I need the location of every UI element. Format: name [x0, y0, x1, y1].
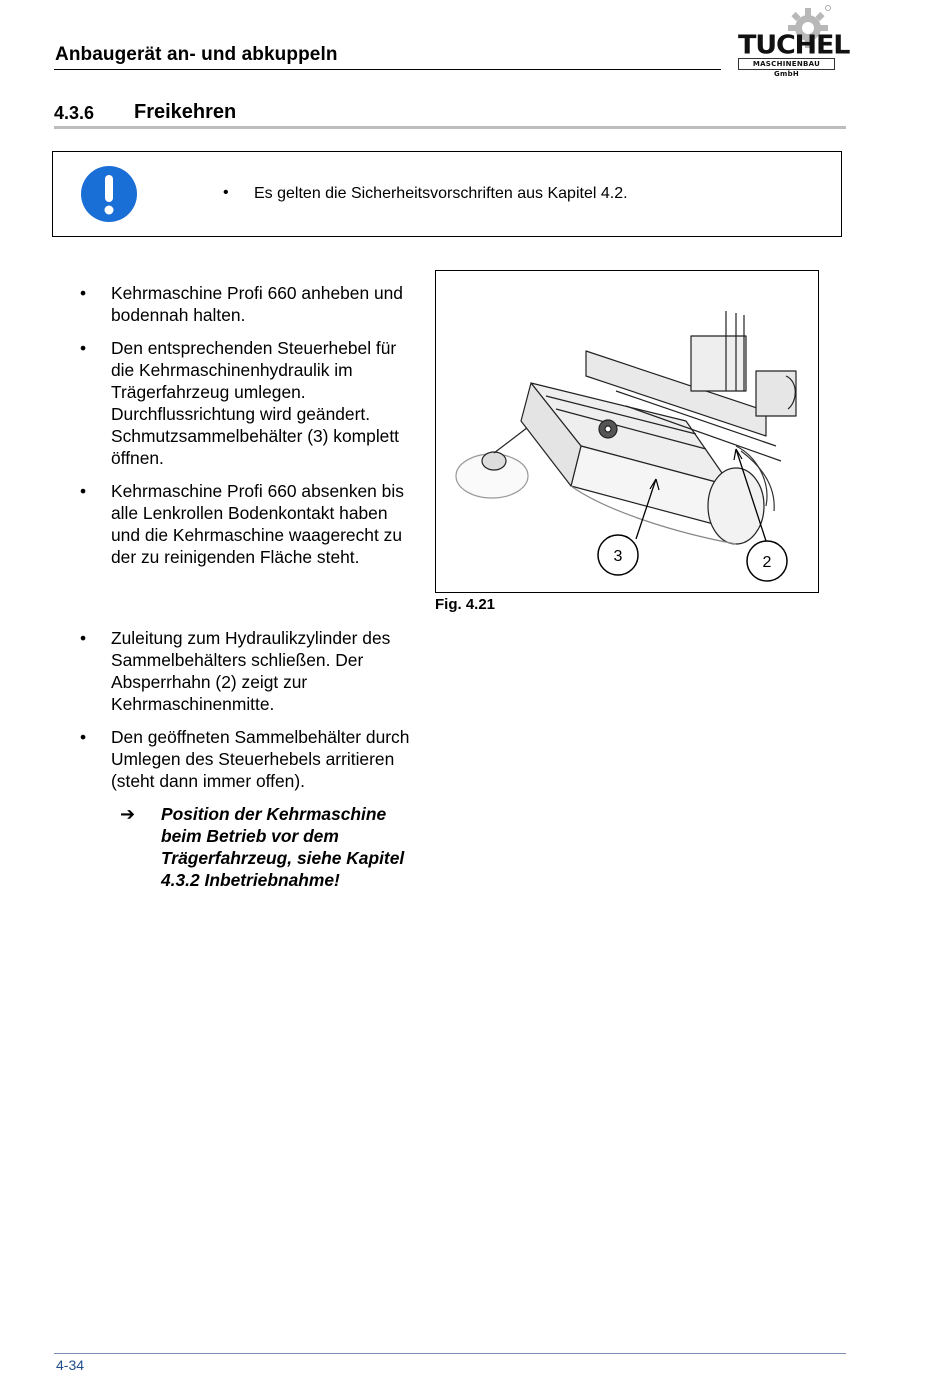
company-logo — [722, 4, 850, 78]
bullet: • — [80, 481, 87, 501]
section-number: 4.3.6 — [54, 103, 95, 123]
list-item — [80, 480, 420, 568]
list-item-text: Den geöffneten Sammelbehälter durch Umlegen des Steuerhebels arritieren (steht dann immer offen). — [111, 727, 410, 791]
bullet: • — [80, 283, 87, 303]
figure-caption: Fig. 4.21 — [435, 596, 496, 613]
exclamation-icon — [80, 165, 138, 223]
callout-label-3: 3 — [613, 548, 623, 565]
notice-text: Es gelten die Sicherheitsvorschriften aus Kapitel 4.2. — [254, 185, 628, 202]
arrow-right-icon: ➔ — [120, 804, 136, 824]
logo-subtitle: MASCHINENBAU GmbH — [738, 58, 835, 70]
notice-bullet: • — [223, 184, 229, 201]
logo-wordmark: TUCHEL — [738, 30, 850, 61]
list-item — [80, 627, 420, 715]
instruction-list-first — [80, 282, 420, 568]
bullet: • — [80, 727, 87, 747]
list-item-text: Kehrmaschine Profi 660 absenken bis alle Lenkrollen Bodenkontakt haben und die Kehrmaschine waagerecht zu der zu reinigenden Fläche steht. — [111, 481, 404, 567]
figure-sweeper-illustration — [435, 270, 819, 593]
bullet: • — [80, 338, 87, 358]
section-title: Freikehren — [134, 101, 237, 123]
list-item — [80, 337, 420, 469]
list-item-text: Den entsprechenden Steuerhebel für die Kehrmaschinenhydraulik im Trägerfahrzeug umlegen. Durchflussrichtung wird geändert. Schmutzsammelbehälter (3) komplett öffnen. — [111, 338, 400, 468]
section-divider — [54, 126, 846, 129]
safety-notice-box — [52, 151, 842, 237]
list-item — [80, 282, 420, 326]
header-divider — [54, 69, 721, 70]
cross-reference-text: Position der Kehrmaschine beim Betrieb vor dem Trägerfahrzeug, siehe Kapitel 4.3.2 Inbetriebnahme! — [161, 804, 405, 890]
callout-label-2: 2 — [762, 554, 772, 571]
footer-divider — [54, 1353, 846, 1354]
list-item — [80, 726, 420, 792]
bullet: • — [80, 628, 87, 648]
instruction-list-second — [80, 627, 420, 792]
sweeper-drawing — [436, 271, 818, 592]
page-header-title: Anbaugerät an- und abkuppeln — [55, 44, 338, 65]
list-item-text: Kehrmaschine Profi 660 anheben und bodennah halten. — [111, 283, 403, 325]
list-item-text: Zuleitung zum Hydraulikzylinder des Sammelbehälters schließen. Der Absperrhahn (2) zeigt zur Kehrmaschinenmitte. — [111, 628, 391, 714]
page-number: 4-34 — [56, 1357, 85, 1373]
